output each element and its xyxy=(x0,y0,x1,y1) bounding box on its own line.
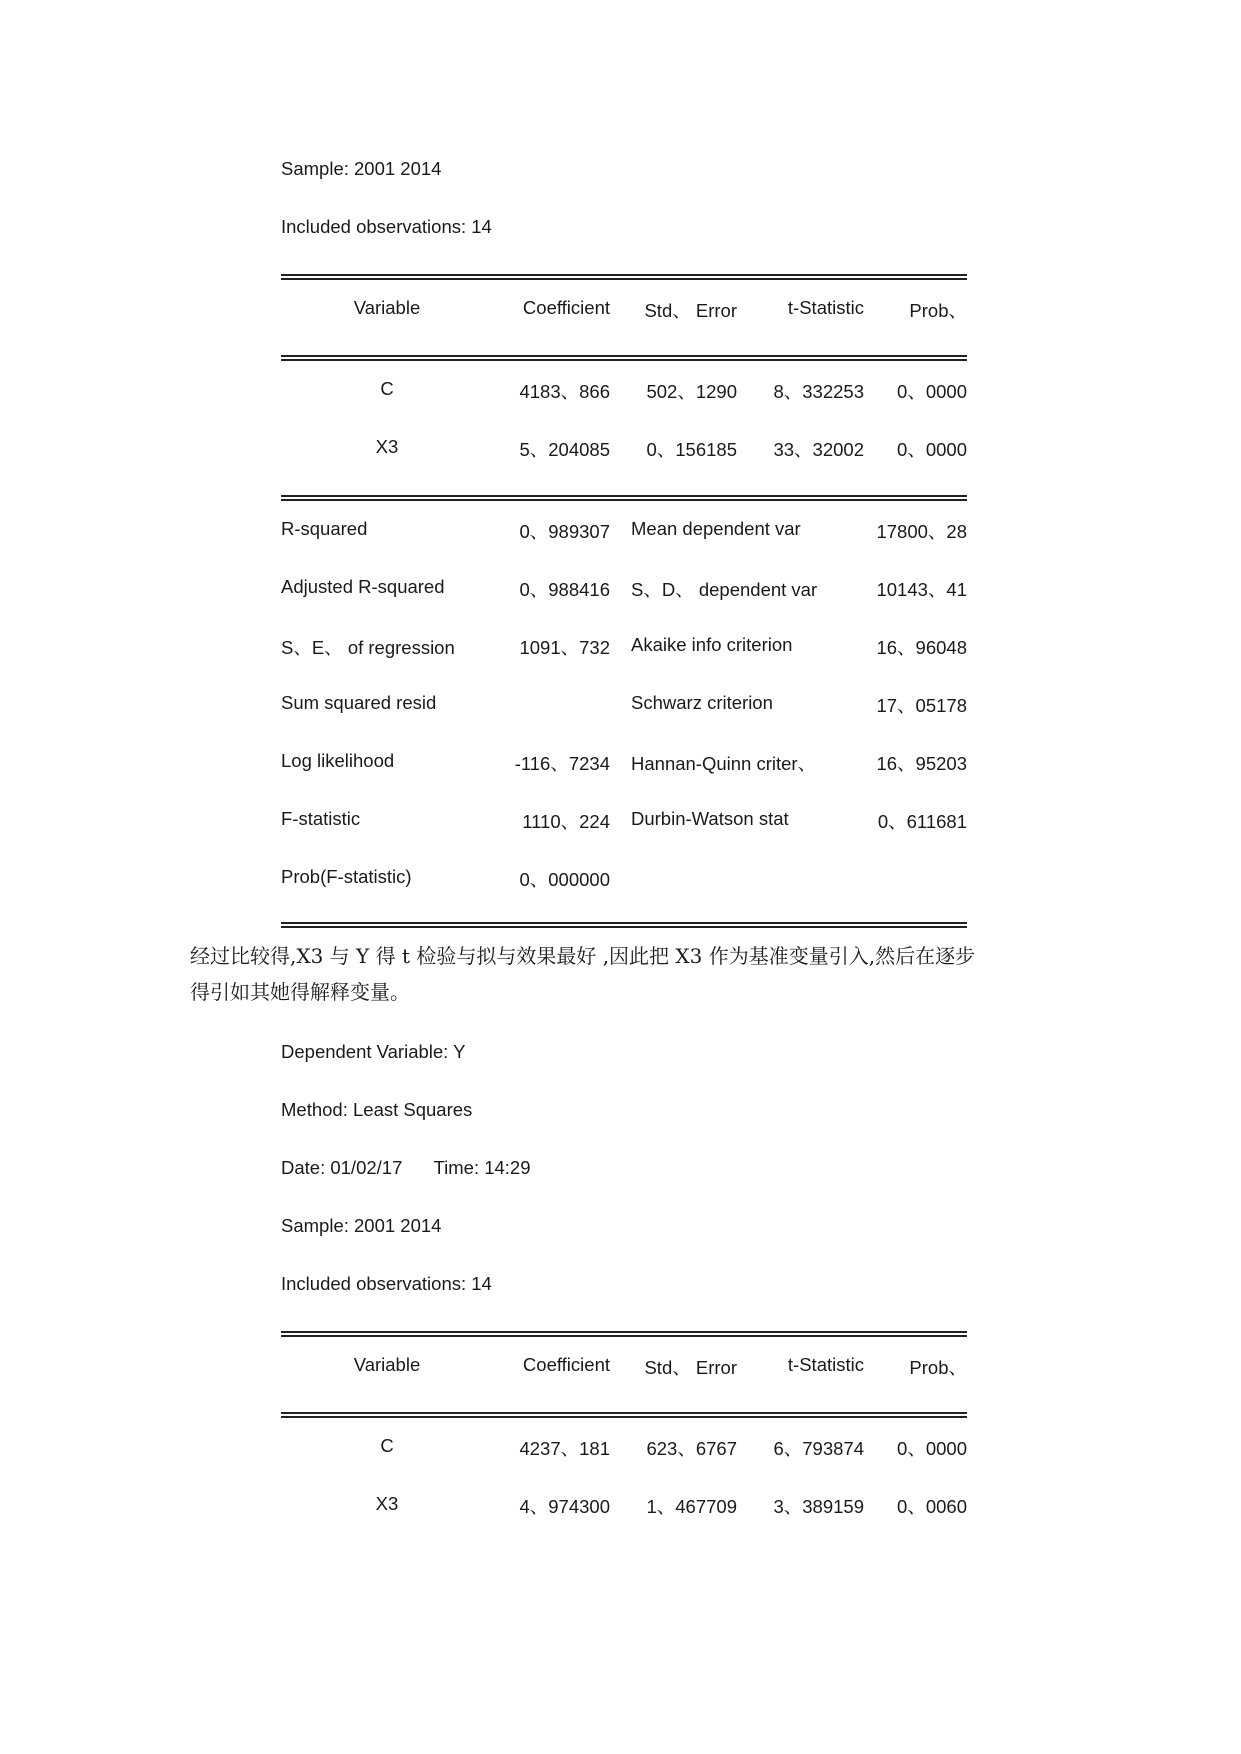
sample-line: Sample: 2001 2014 xyxy=(281,158,442,179)
stat-value: 1091、732 xyxy=(519,637,610,658)
table-rule xyxy=(281,355,967,361)
stat-value: -116、7234 xyxy=(514,753,610,774)
stat-label: Log likelihood xyxy=(281,750,395,771)
header-prob: Prob、 xyxy=(909,300,967,321)
header-t-statistic: t-Statistic xyxy=(787,1354,864,1375)
header-std-error: Std、 Error xyxy=(644,1357,737,1378)
conclusion-paragraph xyxy=(190,938,1070,1010)
cell-prob: 0、0000 xyxy=(897,1438,967,1459)
stat-value: 1110、224 xyxy=(522,811,610,832)
header-variable: Variable xyxy=(353,297,421,318)
stat-label: Adjusted R-squared xyxy=(281,576,445,597)
cell-variable: C xyxy=(380,1435,394,1456)
cell-variable: X3 xyxy=(375,1493,399,1514)
stat-value: 17、05178 xyxy=(876,695,967,716)
table-rule xyxy=(281,1331,967,1337)
stat-value: 0、000000 xyxy=(519,869,610,890)
table-rule xyxy=(281,1412,967,1418)
cell-t-statistic: 33、32002 xyxy=(773,439,864,460)
cell-coefficient: 4、974300 xyxy=(519,1496,610,1517)
cell-coefficient: 4237、181 xyxy=(519,1438,610,1459)
cell-variable: C xyxy=(380,378,394,399)
stat-value: 10143、41 xyxy=(876,579,967,600)
method-line: Method: Least Squares xyxy=(281,1099,473,1120)
date-text: Date: 01/02/17 xyxy=(281,1157,403,1178)
table-rule xyxy=(281,274,967,280)
stat-value: 0、988416 xyxy=(519,579,610,600)
stat-label: F-statistic xyxy=(281,808,361,829)
observations-line: Included observations: 14 xyxy=(281,1273,492,1294)
header-coefficient: Coefficient xyxy=(522,1354,610,1375)
cell-t-statistic: 3、389159 xyxy=(773,1496,864,1517)
stat-value: 0、989307 xyxy=(519,521,610,542)
dependent-variable-line: Dependent Variable: Y xyxy=(281,1041,466,1062)
cell-prob: 0、0000 xyxy=(897,439,967,460)
cell-std-error: 502、1290 xyxy=(646,381,737,402)
stat-label: Durbin-Watson stat xyxy=(631,808,789,829)
cell-std-error: 1、467709 xyxy=(646,1496,737,1517)
header-variable: Variable xyxy=(353,1354,421,1375)
stat-value: 17800、28 xyxy=(876,521,967,542)
time-text: Time: 14:29 xyxy=(433,1157,531,1178)
cell-std-error: 0、156185 xyxy=(646,439,737,460)
header-coefficient: Coefficient xyxy=(522,297,610,318)
cell-coefficient: 5、204085 xyxy=(519,439,610,460)
stat-label: Sum squared resid xyxy=(281,692,437,713)
paragraph-line: 经过比较得,X3 与 Y 得 t 检验与拟与效果最好 ,因此把 X3 作为基准变量引入,然后在逐步 xyxy=(190,944,976,968)
observations-line: Included observations: 14 xyxy=(281,216,492,237)
stat-label: Prob(F-statistic) xyxy=(281,866,412,887)
header-t-statistic: t-Statistic xyxy=(787,297,864,318)
stat-label: Akaike info criterion xyxy=(631,634,793,655)
stat-value: 0、611681 xyxy=(877,811,967,832)
header-std-error: Std、 Error xyxy=(644,300,737,321)
cell-prob: 0、0060 xyxy=(897,1496,967,1517)
paragraph-line: 得引如其她得解释变量。 xyxy=(190,980,410,1004)
stat-label: S、E、 of regression xyxy=(281,637,455,658)
date-time-line xyxy=(281,1157,531,1179)
header-prob: Prob、 xyxy=(909,1357,967,1378)
sample-line: Sample: 2001 2014 xyxy=(281,1215,442,1236)
cell-variable: X3 xyxy=(375,436,399,457)
stat-label: Hannan-Quinn criter、 xyxy=(631,753,817,774)
cell-std-error: 623、6767 xyxy=(646,1438,737,1459)
cell-t-statistic: 8、332253 xyxy=(773,381,864,402)
stat-label: S、D、 dependent var xyxy=(631,579,818,600)
stat-label: Mean dependent var xyxy=(631,518,801,539)
cell-coefficient: 4183、866 xyxy=(519,381,610,402)
stat-value: 16、95203 xyxy=(876,753,967,774)
table-rule xyxy=(281,495,967,501)
stat-value: 16、96048 xyxy=(876,637,967,658)
cell-prob: 0、0000 xyxy=(897,381,967,402)
table-rule xyxy=(281,922,967,928)
stat-label: Schwarz criterion xyxy=(631,692,773,713)
stat-label: R-squared xyxy=(281,518,368,539)
cell-t-statistic: 6、793874 xyxy=(773,1438,864,1459)
